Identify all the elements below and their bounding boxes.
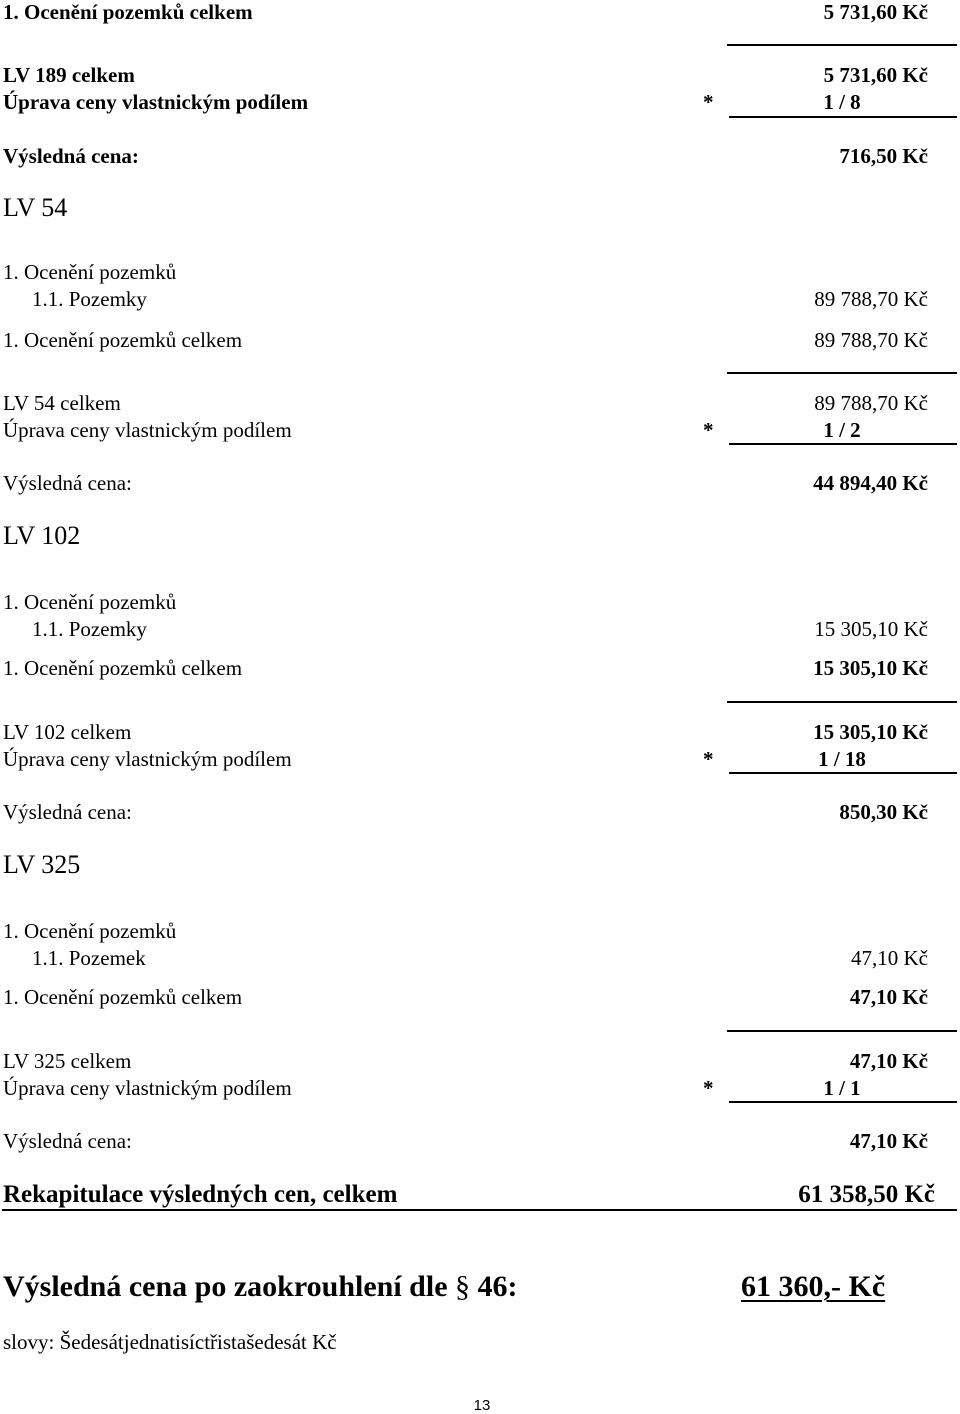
lv-heading: LV 102 (3, 521, 81, 550)
ownership-share-label: Úprava ceny vlastnickým podílem (3, 90, 309, 114)
lv-total-label: LV 102 celkem (3, 720, 132, 744)
land-valuation-total-value: 15 305,10 Kč (813, 656, 928, 680)
multiply-mark: * (703, 747, 714, 771)
share-underline (729, 772, 957, 774)
result-price-value: 47,10 Kč (849, 1129, 928, 1153)
ownership-share-label: Úprava ceny vlastnickým podílem (3, 418, 292, 442)
paragraph-number: 46: (477, 1270, 518, 1303)
lv-total-value: 5 731,60 Kč (823, 63, 928, 87)
land-valuation-total-value: 89 788,70 Kč (814, 328, 928, 352)
lv-total-label: LV 54 celkem (3, 391, 121, 415)
lv-total-value: 89 788,70 Kč (814, 391, 928, 415)
total-separator-line (727, 44, 957, 46)
land-valuation-total-label: 1. Ocenění pozemků celkem (3, 0, 253, 24)
land-item-value: 89 788,70 Kč (814, 287, 928, 311)
paragraph-sign: § (455, 1270, 471, 1303)
total-separator-line (727, 1030, 957, 1032)
rounded-price-value: 61 360,- Kč (741, 1270, 886, 1303)
ownership-share-value: 1 / 1 (823, 1076, 861, 1100)
lv-total-label: LV 325 celkem (3, 1049, 132, 1073)
multiply-mark: * (703, 90, 714, 114)
land-item-label: 1.1. Pozemky (32, 287, 147, 311)
section-heading: 1. Ocenění pozemků (3, 590, 177, 614)
section-heading: 1. Ocenění pozemků (3, 919, 177, 943)
land-item-label: 1.1. Pozemek (32, 946, 146, 970)
rounded-price-label-text: Výsledná cena po zaokrouhlení dle (3, 1270, 448, 1303)
share-underline (729, 443, 957, 445)
recap-total-label: Rekapitulace výsledných cen, celkem (3, 1181, 398, 1208)
recap-total-value: 61 358,50 Kč (798, 1181, 935, 1208)
land-valuation-total-value: 5 731,60 Kč (823, 0, 928, 24)
land-valuation-total-value: 47,10 Kč (849, 985, 928, 1009)
price-in-words: slovy: Šedesátjednatisíctřistašedesát Kč (3, 1330, 337, 1354)
ownership-share-value: 1 / 2 (823, 418, 861, 442)
recap-underline (2, 1209, 957, 1211)
rounded-price-label (3, 1272, 518, 1302)
land-valuation-total-label: 1. Ocenění pozemků celkem (3, 985, 243, 1009)
result-price-label: Výsledná cena: (3, 1129, 132, 1153)
total-separator-line (727, 701, 957, 703)
land-item-label: 1.1. Pozemky (32, 617, 147, 641)
lv-heading: LV 325 (3, 850, 81, 879)
result-price-label: Výsledná cena: (3, 800, 132, 824)
lv-heading: LV 54 (3, 193, 68, 222)
land-valuation-total-label: 1. Ocenění pozemků celkem (3, 656, 243, 680)
multiply-mark: * (703, 1076, 714, 1100)
land-valuation-total-label: 1. Ocenění pozemků celkem (3, 328, 243, 352)
multiply-mark: * (703, 418, 714, 442)
share-underline (729, 1101, 957, 1103)
land-item-value: 47,10 Kč (851, 946, 928, 970)
result-price-value: 850,30 Kč (839, 800, 928, 824)
ownership-share-label: Úprava ceny vlastnickým podílem (3, 1076, 292, 1100)
result-price-label: Výsledná cena: (3, 471, 132, 495)
ownership-share-label: Úprava ceny vlastnickým podílem (3, 747, 292, 771)
share-underline (729, 116, 957, 118)
ownership-share-value: 1 / 8 (823, 90, 861, 114)
page-number: 13 (473, 1397, 491, 1414)
lv-total-value: 47,10 Kč (849, 1049, 928, 1073)
section-heading: 1. Ocenění pozemků (3, 260, 177, 284)
land-item-value: 15 305,10 Kč (814, 617, 928, 641)
lv-total-value: 15 305,10 Kč (813, 720, 928, 744)
ownership-share-value: 1 / 18 (818, 747, 866, 771)
result-price-label: Výsledná cena: (3, 144, 139, 168)
total-separator-line (727, 372, 957, 374)
result-price-value: 44 894,40 Kč (813, 471, 928, 495)
lv-total-label: LV 189 celkem (3, 63, 135, 87)
result-price-value: 716,50 Kč (839, 144, 928, 168)
